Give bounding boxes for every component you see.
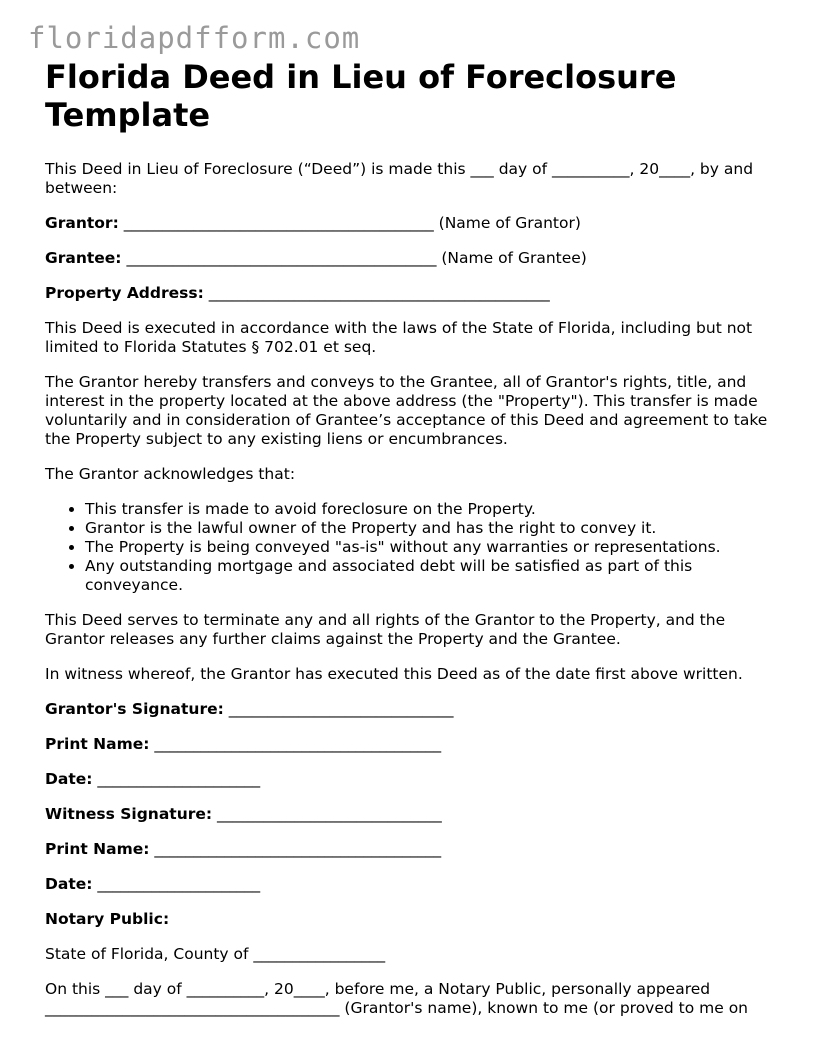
document-body [45, 58, 785, 1018]
print-name-label: Print Name: [45, 735, 150, 753]
property-address-blank[interactable]: ____________________________________________ [208, 284, 550, 302]
list-item: • The Property is being conveyed "as-is" without any warranties or representations. [85, 538, 785, 557]
witness-signature-blank[interactable]: _____________________________ [217, 805, 442, 823]
transfer-paragraph: The Grantor hereby transfers and conveys to the Grantee, all of Grantor's rights, title, and interest in the property located at the above address (the "Property"). This transfer is made voluntarily and in consideration of Grantee’s acceptance of this Deed and agreement to take the Property subject to any existing liens or encumbrances. [45, 373, 768, 448]
grantee-label: Grantee: [45, 249, 122, 267]
property-address-label: Property Address: [45, 284, 204, 302]
grantor-line [45, 214, 785, 233]
date-line [45, 770, 785, 789]
witness-print-name-label: Print Name: [45, 840, 150, 858]
print-name-line [45, 735, 785, 754]
grantor-blank[interactable]: ________________________________________ [123, 214, 434, 232]
document-title: Florida Deed in Lieu of Foreclosure Template [45, 58, 677, 134]
witness-date-label: Date: [45, 875, 93, 893]
date-blank[interactable]: _____________________ [97, 770, 261, 788]
acknowledgement-list [45, 500, 785, 595]
witness-paragraph: In witness whereof, the Grantor has executed this Deed as of the date first above written. [45, 665, 743, 683]
property-address-line [45, 284, 785, 303]
grantee-line [45, 249, 785, 268]
grantor-signature-blank[interactable]: _____________________________ [228, 700, 454, 718]
grantor-signature-line [45, 700, 785, 719]
list-item: • Grantor is the lawful owner of the Property and has the right to convey it. [85, 519, 785, 538]
law-paragraph: This Deed is executed in accordance with the laws of the State of Florida, including but not limited to Florida Statutes § 702.01 et seq. [45, 319, 753, 356]
notary-paragraph: On this ___ day of __________, 20____, before me, a Notary Public, personally appeared ______________________________________ (Grantor's name), known to me (or proved to me on [45, 980, 749, 1017]
terminate-paragraph: This Deed serves to terminate any and all rights of the Grantor to the Property, and the Grantor releases any further claims against the Property and the Grantee. [45, 611, 726, 648]
grantor-label: Grantor: [45, 214, 119, 232]
date-label: Date: [45, 770, 93, 788]
notary-heading-label: Notary Public: [45, 910, 170, 928]
witness-signature-line [45, 805, 785, 824]
grantor-note: (Name of Grantor) [438, 214, 581, 232]
acknowledges-paragraph: The Grantor acknowledges that: [45, 465, 296, 483]
list-item: • Any outstanding mortgage and associated debt will be satisfied as part of this conveyance. [85, 557, 785, 595]
print-name-blank[interactable]: _____________________________________ [154, 735, 442, 753]
notary-heading [45, 910, 785, 929]
county-line: State of Florida, County of _________________ [45, 945, 386, 963]
witness-signature-label: Witness Signature: [45, 805, 213, 823]
grantee-blank[interactable]: ________________________________________ [126, 249, 437, 267]
witness-print-name-line [45, 840, 785, 859]
witness-print-name-blank[interactable]: _____________________________________ [154, 840, 442, 858]
list-item: • This transfer is made to avoid foreclosure on the Property. [85, 500, 785, 519]
witness-date-line [45, 875, 785, 894]
grantor-signature-label: Grantor's Signature: [45, 700, 224, 718]
intro-paragraph: This Deed in Lieu of Foreclosure (“Deed”) is made this ___ day of __________, 20____, by and between: [45, 160, 754, 197]
witness-date-blank[interactable]: _____________________ [97, 875, 261, 893]
grantee-note: (Name of Grantee) [441, 249, 587, 267]
watermark-text: floridapdfform.com [28, 21, 361, 55]
